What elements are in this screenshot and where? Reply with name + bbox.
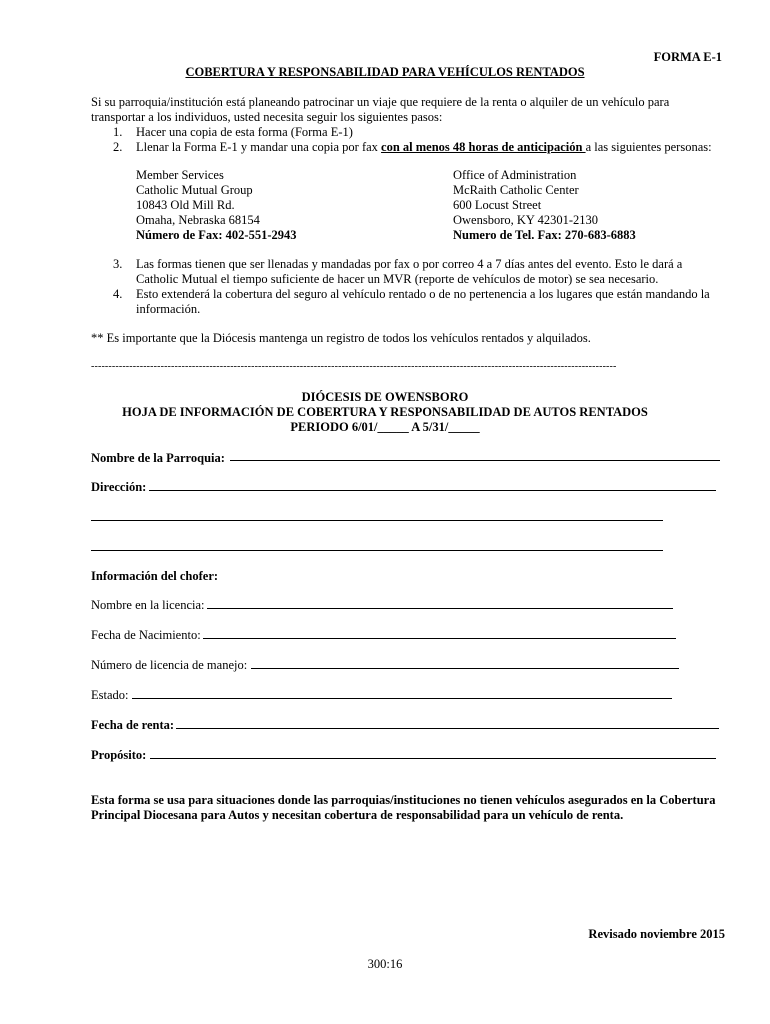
period-line: PERIODO 6/01/_____ A 5/31/_____ (290, 420, 480, 434)
step-4-line-2: información. (136, 302, 201, 316)
address-label: Dirección: (91, 480, 147, 494)
step-2-emphasis: con al menos 48 horas de anticipación (381, 140, 586, 154)
license-name-input-line[interactable] (207, 608, 673, 609)
page-code: 300:16 (367, 957, 403, 971)
parish-label: Nombre de la Parroquia: (91, 451, 225, 465)
address-input-line-3[interactable] (91, 550, 663, 551)
address-right-line-3: 600 Locust Street (453, 198, 542, 212)
address-right-fax: Numero de Tel. Fax: 270-683-6883 (453, 228, 636, 242)
diocese-heading: DIÓCESIS DE OWENSBORO (301, 390, 469, 404)
birth-date-label: Fecha de Nacimiento: (91, 628, 201, 642)
step-1-text: Hacer una copia de esta forma (Forma E-1) (136, 125, 353, 139)
step-4-line-1: Esto extenderá la cobertura del seguro al vehículo rentado o de no pertenencia a los lugares que están mandando la (136, 287, 710, 301)
parish-input-line[interactable] (230, 460, 720, 461)
revision-date: Revisado noviembre 2015 (588, 927, 725, 941)
form-code: FORMA E-1 (653, 50, 722, 64)
step-2-number: 2. (113, 140, 123, 154)
address-right-line-2: McRaith Catholic Center (453, 183, 579, 197)
step-2-text (136, 140, 712, 155)
usage-note-line-1: Esta forma se usa para situaciones donde las parroquias/instituciones no tienen vehículos asegurados en la Cobertura (91, 793, 716, 807)
address-right-line-4: Owensboro, KY 42301-2130 (453, 213, 599, 227)
step-2-post: a las siguientes personas: (585, 140, 712, 154)
license-number-input-line[interactable] (251, 668, 679, 669)
address-left-line-2: Catholic Mutual Group (136, 183, 253, 197)
address-right-line-1: Office of Administration (453, 168, 577, 182)
birth-date-input-line[interactable] (203, 638, 676, 639)
rental-date-label: Fecha de renta: (91, 718, 175, 732)
address-left-line-3: 10843 Old Mill Rd. (136, 198, 235, 212)
step-3-line-2: Catholic Mutual el tiempo suficiente de hacer un MVR (reporte de vehículos de motor) se sea necesario. (136, 272, 659, 286)
rental-date-input-line[interactable] (176, 728, 719, 729)
step-3-line-1: Las formas tienen que ser llenadas y mandadas por fax o por correo 4 a 7 días antes del evento. Esto le dará a (136, 257, 683, 271)
state-input-line[interactable] (132, 698, 672, 699)
license-name-label: Nombre en la licencia: (91, 598, 205, 612)
step-3-number: 3. (113, 257, 123, 271)
purpose-label: Propósito: (91, 748, 147, 762)
step-2-pre: Llenar la Forma E-1 y mandar una copia por fax (136, 140, 382, 154)
address-left-line-1: Member Services (136, 168, 224, 182)
purpose-input-line[interactable] (150, 758, 716, 759)
intro-line-2: transportar a los individuos, usted necesita seguir los siguientes pasos: (91, 110, 443, 124)
step-1-number: 1. (113, 125, 123, 139)
driver-info-heading: Información del chofer: (91, 569, 219, 583)
address-left-fax: Número de Fax: 402-551-2943 (136, 228, 297, 242)
usage-note-line-2: Principal Diocesana para Autos y necesitan cobertura de responsabilidad para un vehículo de renta. (91, 808, 624, 822)
address-input-line-2[interactable] (91, 520, 663, 521)
cut-separator: ------------------------------------------------------------------------------------------------------------------------------------------------------- (91, 361, 617, 372)
license-number-label: Número de licencia de manejo: (91, 658, 248, 672)
address-input-line-1[interactable] (149, 490, 716, 491)
state-label: Estado: (91, 688, 129, 702)
step-4-number: 4. (113, 287, 123, 301)
form-title: COBERTURA Y RESPONSABILIDAD PARA VEHÍCULOS RENTADOS (185, 65, 585, 79)
intro-line-1: Si su parroquia/institución está planeando patrocinar un viaje que requiere de la renta o alquiler de un vehículo para (91, 95, 670, 109)
address-left-line-4: Omaha, Nebraska 68154 (136, 213, 260, 227)
sheet-title: HOJA DE INFORMACIÓN DE COBERTURA Y RESPONSABILIDAD DE AUTOS RENTADOS (122, 405, 648, 419)
registry-note: ** Es importante que la Diócesis mantenga un registro de todos los vehículos rentados y alquilados. (91, 331, 591, 345)
